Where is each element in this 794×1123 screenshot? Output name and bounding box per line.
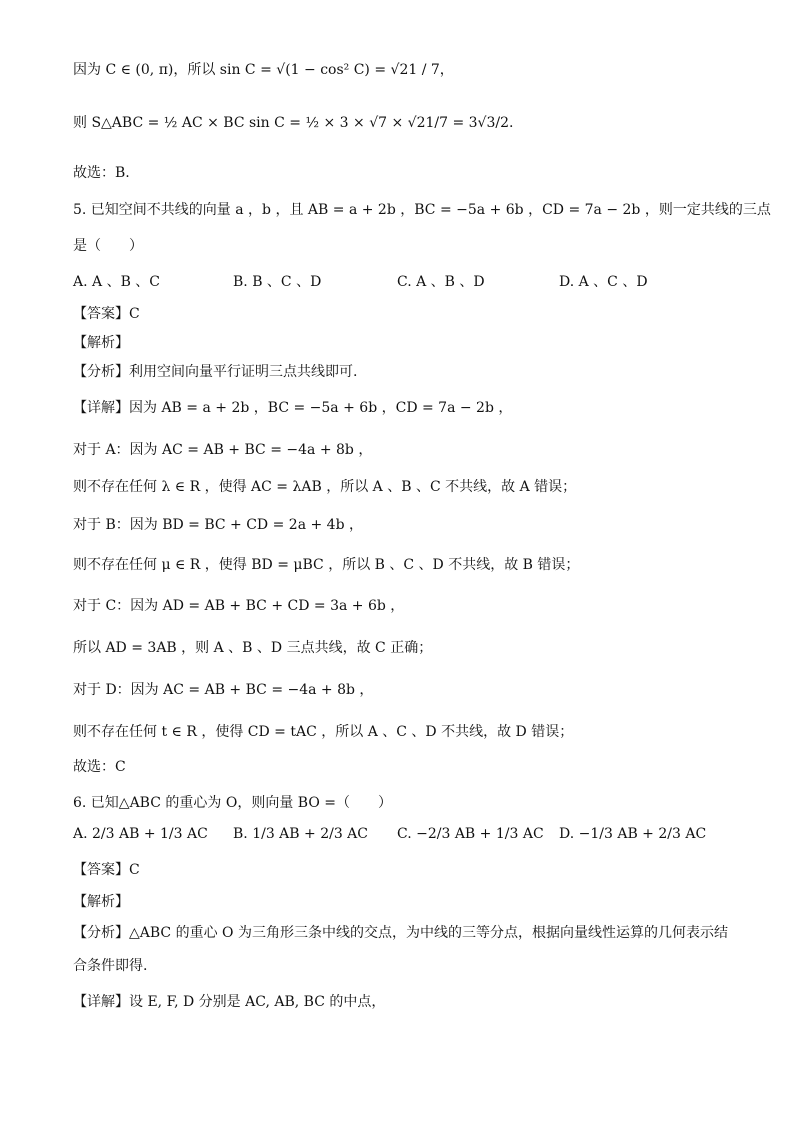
q6-option-b: B. 1/3 AB + 2/3 AC xyxy=(233,826,369,842)
choice-result: 故选：C xyxy=(73,759,126,775)
q5-option-d: D. A 、C 、D xyxy=(559,274,648,290)
detail-line-8: 对于 D：因为 AC = AB + BC = −4a + 8b ， xyxy=(73,682,374,698)
detail-line-q6: 【详解】设 E, F, D 分别是 AC, AB, BC 的中点， xyxy=(73,994,386,1010)
analysis-summary: 【分析】利用空间向量平行证明三点共线即可. xyxy=(73,364,358,380)
detail-line-7: 所以 AD = 3AB ，则 A 、B 、D 三点共线，故 C 正确； xyxy=(73,640,433,656)
text-line-3: 故选：B. xyxy=(73,165,130,181)
detail-line-5: 则不存在任何 μ ∈ R ，使得 BD = μBC ，所以 B 、C 、D 不共线，故 B 错误； xyxy=(73,557,580,573)
q5-option-b: B. B 、C 、D xyxy=(233,274,322,290)
question-5-stem-cont: 是（ ） xyxy=(73,238,143,254)
question-6-stem: 6. 已知△ABC 的重心为 O，则向量 BO =（ ） xyxy=(73,795,392,811)
detail-line-9: 则不存在任何 t ∈ R ，使得 CD = tAC ，所以 A 、C 、D 不共线，故 D 错误； xyxy=(73,724,574,740)
q6-option-d: D. −1/3 AB + 2/3 AC xyxy=(559,826,707,842)
question-5-stem: 5. 已知空间不共线的向量 a ，b ，且 AB = a + 2b ，BC = −5a + 6b ，CD = 7a − 2b ，则一定共线的三点 xyxy=(73,202,771,218)
answer-label-2: 【答案】C xyxy=(73,862,140,878)
analysis-label: 【解析】 xyxy=(73,335,129,351)
detail-line-2: 对于 A：因为 AC = AB + BC = −4a + 8b ， xyxy=(73,442,373,458)
answer-label: 【答案】C xyxy=(73,306,140,322)
detail-line-1: 【详解】因为 AB = a + 2b ，BC = −5a + 6b ，CD = 7a − 2b ， xyxy=(73,400,513,416)
detail-line-3: 则不存在任何 λ ∈ R ，使得 AC = λAB ，所以 A 、B 、C 不共线，故 A 错误； xyxy=(73,479,577,495)
analysis-summary-2-cont: 合条件即得. xyxy=(73,958,148,974)
q5-option-a: A. A 、B 、C xyxy=(73,274,161,290)
q6-option-a: A. 2/3 AB + 1/3 AC xyxy=(73,826,208,842)
q5-option-c: C. A 、B 、D xyxy=(397,274,485,290)
q6-option-c: C. −2/3 AB + 1/3 AC xyxy=(397,826,544,842)
detail-line-4: 对于 B：因为 BD = BC + CD = 2a + 4b ， xyxy=(73,517,363,533)
analysis-label-2: 【解析】 xyxy=(73,894,129,910)
text-line-1: 因为 C ∈ (0, π)，所以 sin C = √(1 − cos² C) = √21 / 7， xyxy=(73,62,454,78)
detail-line-6: 对于 C：因为 AD = AB + BC + CD = 3a + 6b ， xyxy=(73,598,405,614)
analysis-summary-2: 【分析】△ABC 的重心 O 为三角形三条中线的交点，为中线的三等分点，根据向量线性运算的几何表示结 xyxy=(73,925,728,941)
text-line-2: 则 S△ABC = ½ AC × BC sin C = ½ × 3 × √7 × √21/7 = 3√3/2. xyxy=(73,115,514,131)
